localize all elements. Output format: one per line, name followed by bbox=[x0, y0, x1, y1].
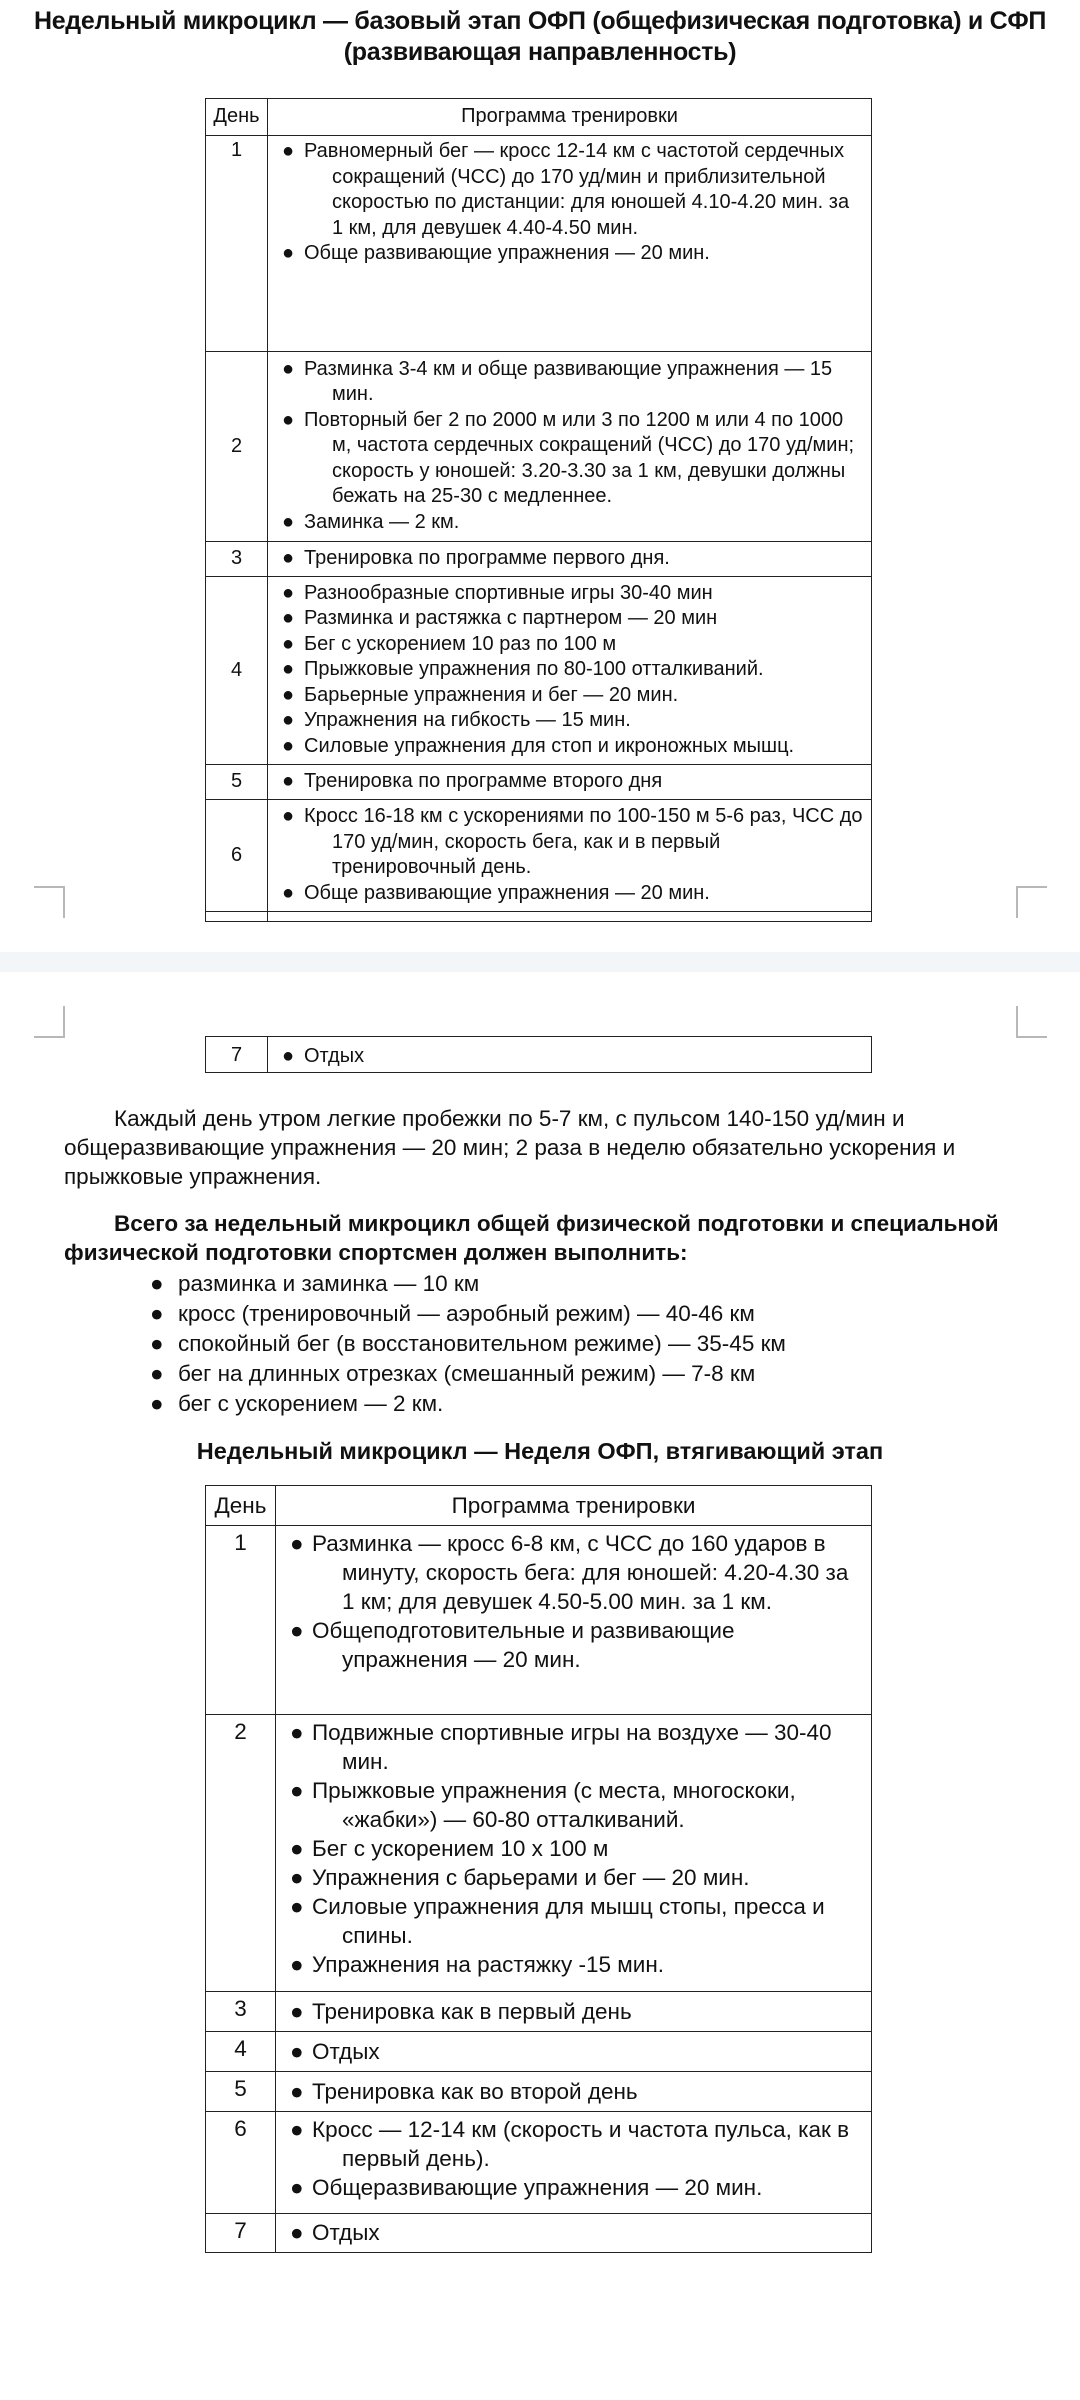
day-cell: 6 bbox=[206, 2112, 276, 2214]
day-cell: 3 bbox=[206, 542, 268, 577]
bullet-icon: ● bbox=[290, 1720, 304, 1745]
program-cell bbox=[276, 1526, 872, 1715]
bullet-icon: ● bbox=[150, 1331, 164, 1356]
bullet-icon: ● bbox=[282, 734, 295, 757]
table-row bbox=[206, 352, 872, 542]
bullet-icon: ● bbox=[282, 357, 295, 380]
list-item: ● Упражнения на гибкость — 15 мин. bbox=[282, 708, 865, 734]
list-item: ● Заминка — 2 км. bbox=[282, 510, 865, 536]
page-corner-mark bbox=[34, 886, 65, 918]
table-header-row bbox=[206, 1486, 872, 1526]
list-item: ● Общеразвивающие упражнения — 20 мин. bbox=[290, 2175, 763, 2200]
table-row bbox=[206, 577, 872, 765]
page-corner-mark bbox=[1016, 886, 1047, 918]
program-cell bbox=[268, 800, 872, 912]
list-item: ● Разминка и растяжка с партнером — 20 мин bbox=[282, 606, 865, 632]
list-item: ● Подвижные спортивные игры на воздухе — 30-40 мин. bbox=[290, 1720, 832, 1774]
list-item: ● кросс (тренировочный — аэробный режим) — 40-46 км bbox=[150, 1299, 786, 1329]
bullet-icon: ● bbox=[290, 1618, 304, 1643]
list-item: ● бег с ускорением — 2 км. bbox=[150, 1389, 786, 1419]
day-cell: 2 bbox=[206, 1715, 276, 1992]
bullet-icon: ● bbox=[290, 2117, 304, 2142]
list-item: ● Упражнения на растяжку -15 мин. bbox=[290, 1952, 665, 1977]
list-item: ● Разнообразные спортивные игры 30-40 мин bbox=[282, 581, 865, 607]
table-row bbox=[206, 765, 872, 800]
column-header-day: День bbox=[206, 1486, 276, 1526]
bullet-icon: ● bbox=[282, 546, 295, 569]
table-row bbox=[206, 1992, 872, 2032]
list-item: ● Тренировка по программе первого дня. bbox=[282, 546, 865, 572]
bullet-icon: ● bbox=[150, 1361, 164, 1386]
program-cell bbox=[268, 352, 872, 542]
weekly-totals-list bbox=[150, 1269, 786, 1419]
document-title-2: Недельный микроцикл — Неделя ОФП, втягивающий этап bbox=[196, 1438, 884, 1464]
bullet-icon: ● bbox=[282, 709, 295, 732]
table-row bbox=[206, 2112, 872, 2214]
program-cell bbox=[268, 542, 872, 577]
bullet-icon: ● bbox=[282, 658, 295, 681]
column-header-program: Программа тренировки bbox=[276, 1486, 872, 1526]
table-row bbox=[206, 800, 872, 912]
list-item: ● Силовые упражнения для мышц стопы, пресса и спины. bbox=[290, 1894, 825, 1948]
list-item: ● Прыжковые упражнения (с места, многоскоки, «жабки») — 60-80 отталкиваний. bbox=[290, 1778, 796, 1832]
program-cell bbox=[276, 2112, 872, 2214]
bullet-icon: ● bbox=[282, 805, 295, 827]
list-item: ● Повторный бег 2 по 2000 м или 3 по 1200 м или 4 по 1000 м, частота сердечных сокращений (ЧСС) до 170 уд/мин; скорость у юношей: 3.20-3.30 за 1 км, девушки должны бежать на 25-30 с медленнее. bbox=[282, 408, 855, 508]
day-cell: 6 bbox=[206, 800, 268, 912]
list-item: ● Упражнения с барьерами и бег — 20 мин. bbox=[290, 1865, 750, 1890]
list-item: ● Силовые упражнения для стоп и икроножных мышц. bbox=[282, 734, 865, 760]
list-item: ● Равномерный бег — кросс 12-14 км с частотой сердечных сокращений (ЧСС) до 170 уд/мин и приблизительной скоростью по дистанции: для юношей 4.10-4.20 мин. за 1 км, для девушек 4.40-4.50 мин. bbox=[282, 140, 850, 239]
bullet-icon: ● bbox=[290, 2078, 304, 2104]
program-cell bbox=[268, 1037, 872, 1073]
list-item: ● Обще развивающие упражнения — 20 мин. bbox=[282, 241, 865, 267]
day-cell: 7 bbox=[206, 2214, 276, 2253]
column-header-program: Программа тренировки bbox=[268, 99, 872, 136]
day-cell: 7 bbox=[206, 1037, 268, 1073]
bullet-icon: ● bbox=[282, 242, 295, 264]
list-item: ● спокойный бег (в восстановительном режиме) — 35-45 км bbox=[150, 1329, 786, 1359]
program-cell bbox=[276, 2214, 872, 2253]
bullet-icon: ● bbox=[290, 1531, 304, 1556]
bullet-icon: ● bbox=[150, 1391, 164, 1416]
column-header-day: День bbox=[206, 99, 268, 136]
list-item: ● Обще развивающие упражнения — 20 мин. bbox=[282, 881, 865, 907]
table-row bbox=[206, 1715, 872, 1992]
paragraph-daily-runs: Каждый день утром легкие пробежки по 5-7 км, с пульсом 140-150 уд/мин и общеразвивающие упражнения — 20 мин; 2 раза в неделю обязательно ускорения и прыжковые упражнения. bbox=[64, 1106, 956, 1189]
table-row bbox=[206, 1037, 872, 1073]
table-row-split bbox=[206, 912, 872, 922]
program-cell bbox=[268, 136, 872, 352]
list-item: ● разминка и заминка — 10 км bbox=[150, 1269, 786, 1299]
document-title-1: Недельный микроцикл — базовый этап ОФП (общефизическая подготовка) и СФП (развивающая направленность) bbox=[33, 7, 1047, 66]
day-cell: 5 bbox=[206, 2072, 276, 2112]
day-cell: 1 bbox=[206, 136, 268, 352]
day-cell: 1 bbox=[206, 1526, 276, 1715]
bullet-icon: ● bbox=[282, 510, 295, 533]
table-header-row bbox=[206, 99, 872, 136]
day-cell: 4 bbox=[206, 577, 268, 765]
list-item: ● Бег с ускорением 10 раз по 100 м bbox=[282, 632, 865, 658]
list-item: ● Разминка — кросс 6-8 км, с ЧСС до 160 ударов в минуту, скорость бега: для юношей: 4.20-4.30 за 1 км; для девушек 4.50-5.00 мин. за 1 км. bbox=[290, 1531, 849, 1614]
list-item: ● Кросс 16-18 км с ускорениями по 100-150 м 5-6 раз, ЧСС до 170 уд/мин, скорость бега, как и в первый тренировочный день. bbox=[282, 805, 863, 878]
table-row bbox=[206, 1526, 872, 1715]
training-table-2 bbox=[205, 1485, 872, 2253]
bullet-icon: ● bbox=[290, 1998, 304, 2024]
list-item: ● Отдых bbox=[290, 2220, 380, 2245]
bullet-icon: ● bbox=[282, 769, 295, 792]
bullet-icon: ● bbox=[290, 2220, 304, 2245]
table-row bbox=[206, 136, 872, 352]
day-cell: 3 bbox=[206, 1992, 276, 2032]
day-cell: 5 bbox=[206, 765, 268, 800]
bullet-icon: ● bbox=[282, 683, 295, 706]
list-item: ● Отдых bbox=[290, 2038, 380, 2064]
table-row bbox=[206, 2032, 872, 2072]
page-corner-mark bbox=[34, 1006, 65, 1038]
bullet-icon: ● bbox=[282, 881, 295, 904]
bullet-icon: ● bbox=[290, 1836, 304, 1861]
program-cell bbox=[268, 577, 872, 765]
list-item: ● Прыжковые упражнения по 80-100 отталкиваний. bbox=[282, 657, 865, 683]
page-break bbox=[0, 952, 1080, 972]
bullet-icon: ● bbox=[290, 1952, 304, 1977]
list-item: ● бег на длинных отрезках (смешанный режим) — 7-8 км bbox=[150, 1359, 786, 1389]
program-cell bbox=[268, 765, 872, 800]
list-item: ● Тренировка как в первый день bbox=[290, 1998, 632, 2024]
bullet-icon: ● bbox=[290, 2038, 304, 2064]
list-item: ● Разминка 3-4 км и обще развивающие упражнения — 15 мин. bbox=[282, 357, 833, 406]
bullet-icon: ● bbox=[282, 632, 295, 655]
list-item: ● Барьерные упражнения и бег — 20 мин. bbox=[282, 683, 865, 709]
day-cell: 4 bbox=[206, 2032, 276, 2072]
bullet-icon: ● bbox=[150, 1301, 164, 1326]
bullet-icon: ● bbox=[290, 1894, 304, 1919]
bullet-icon: ● bbox=[282, 1045, 295, 1067]
list-item: ● Тренировка как во второй день bbox=[290, 2078, 638, 2104]
list-item: ● Тренировка по программе второго дня bbox=[282, 769, 865, 795]
paragraph-weekly-total: Всего за недельный микроцикл общей физической подготовки и специальной физической подготовки спортсмен должен выполнить: bbox=[64, 1211, 999, 1265]
program-cell bbox=[276, 1992, 872, 2032]
table-row bbox=[206, 2214, 872, 2253]
bullet-icon: ● bbox=[282, 140, 295, 162]
training-table-1 bbox=[205, 98, 872, 922]
table-row bbox=[206, 542, 872, 577]
bullet-icon: ● bbox=[290, 1865, 304, 1890]
program-cell bbox=[276, 2072, 872, 2112]
bullet-icon: ● bbox=[290, 1778, 304, 1803]
list-item: ● Бег с ускорением 10 х 100 м bbox=[290, 1836, 609, 1861]
bullet-icon: ● bbox=[282, 408, 295, 431]
bullet-icon: ● bbox=[290, 2175, 304, 2200]
table-row bbox=[206, 2072, 872, 2112]
bullet-icon: ● bbox=[282, 607, 295, 630]
bullet-icon: ● bbox=[282, 581, 295, 604]
program-cell bbox=[276, 2032, 872, 2072]
program-cell bbox=[276, 1715, 872, 1992]
list-item: ● Общеподготовительные и развивающие упражнения — 20 мин. bbox=[290, 1618, 735, 1672]
page-corner-mark bbox=[1016, 1006, 1047, 1038]
bullet-icon: ● bbox=[150, 1271, 164, 1296]
day-cell: 2 bbox=[206, 352, 268, 542]
list-item: ● Кросс — 12-14 км (скорость и частота пульса, как в первый день). bbox=[290, 2117, 850, 2171]
list-item: ● Отдых bbox=[282, 1045, 365, 1067]
training-table-1-continued bbox=[205, 1036, 872, 1073]
